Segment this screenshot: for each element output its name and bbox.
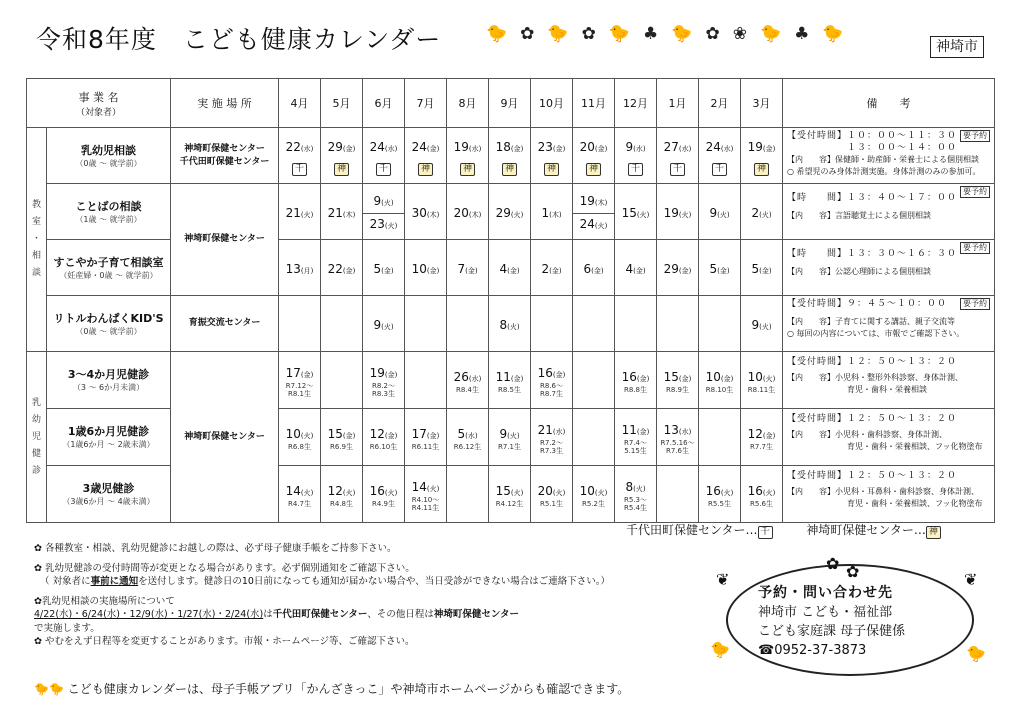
chick-icon: 🐤 — [710, 640, 730, 659]
date-cell: 5(水) R6.12生 — [447, 409, 489, 466]
location-badge: 千 — [712, 163, 727, 176]
chick-icon: 🐤 — [608, 24, 631, 44]
date-cell: 16(火) R5.5生 — [699, 466, 741, 523]
chick-icon: 🐤 — [759, 24, 782, 44]
event-sukoyaka: すこやか子育て相談室 （妊産婦・0歳 ～ 就学前） — [47, 240, 171, 296]
date-cell — [531, 296, 573, 352]
date-cell: 5(金) — [363, 240, 405, 296]
event-k16: 1歳6か月児健診 （1歳6か月 ～ 2歳未満） — [47, 409, 171, 466]
date-cell: 10(火) R8.11生 — [741, 352, 783, 409]
date-cell: 6(金) — [573, 240, 615, 296]
legend — [626, 521, 971, 539]
contact-section: こども家庭課 母子保健係 — [758, 624, 906, 639]
date-cell: 13(月) — [279, 240, 321, 296]
head-event: 事 業 名 （対象者） — [27, 79, 171, 128]
location-badge: 神 — [754, 163, 769, 176]
head-month: 11月 — [573, 79, 615, 128]
date-cell: 30(木) — [405, 184, 447, 240]
head-month: 1月 — [657, 79, 699, 128]
chick-icon: 🐤 — [671, 24, 693, 44]
date-cell: 9(火) — [363, 296, 405, 352]
date-cell: 21(木) — [321, 184, 363, 240]
location-badge: 神 — [460, 163, 475, 176]
date-cell: 10(火) R6.8生 — [279, 409, 321, 466]
category-kenshin: 乳 幼 児 健 診 — [27, 352, 47, 523]
date-cell: 5(金) — [741, 240, 783, 296]
date-cell — [699, 409, 741, 466]
date-cell: 2(火) — [741, 184, 783, 240]
head-place: 実 施 場 所 — [171, 79, 279, 128]
location-badge: 神 — [544, 163, 559, 176]
flower-icon: ❀ — [732, 24, 747, 44]
date-cell: 29(金) 神 — [321, 128, 363, 184]
date-cell: 19(金) R8.2～ R8.3生 — [363, 352, 405, 409]
head-month: 7月 — [405, 79, 447, 128]
date-cell: 22(水) 千 — [279, 128, 321, 184]
location-badge: 神 — [334, 163, 349, 176]
location-badge: 千 — [670, 163, 685, 176]
date-cell: 16(火) R5.6生 — [741, 466, 783, 523]
note-cell: 要予約 【時 間】１３：３０～１６：３０ 【内 容】公認心理師による個別相談 — [783, 240, 995, 296]
date-cell: 15(金) R8.9生 — [657, 352, 699, 409]
chick-icon: 🐤 — [822, 24, 844, 44]
contact-box — [710, 540, 1000, 700]
date-cell — [405, 352, 447, 409]
date-cell: 10(金) — [405, 240, 447, 296]
date-cell: 12(金) R6.10生 — [363, 409, 405, 466]
note-cell: 要予約 【時 間】１３：４０～１７：００ 【内 容】言語聴覚士による個別相談 — [783, 184, 995, 240]
date-cell: 9(火) R7.1生 — [489, 409, 531, 466]
contact-heading: 予約・問い合わせ先 — [758, 585, 893, 601]
date-cell — [657, 296, 699, 352]
date-cell — [321, 352, 363, 409]
note-item: ✿ 各種教室・相談、乳幼児健診にお越しの際は、必ず母子健康手帳をご持参下さい。 — [34, 543, 397, 554]
date-cell: 14(火) R4.10～ R4.11生 — [405, 466, 447, 523]
date-cell: 19(火) — [657, 184, 699, 240]
date-cell: 11(金) R8.5生 — [489, 352, 531, 409]
date-cell: 19(木) 24(火) — [573, 184, 615, 240]
date-cell: 12(火) R4.8生 — [321, 466, 363, 523]
date-cell: 15(金) R6.9生 — [321, 409, 363, 466]
note-item: ✿ 乳幼児健診の受付時間等が変更となる場合があります。必ず個別通知をご確認下さい。 （ 対象者に事前に通知を送付します。健診日の10日前になっても通知が届かない場合や、当日受診ができない場合はご連絡下さい。） — [34, 562, 610, 587]
table-row — [27, 128, 995, 184]
note-cell: 要予約 【受付時間】１０：００～１１：３０ １３：００～１４：００ 【内 容】保健師・助産師・栄養士による個別相談 ○ 希望児のみ身体計測実施。身体計測のみの参加可。 — [783, 128, 995, 184]
date-cell — [615, 296, 657, 352]
date-cell: 27(水) 千 — [657, 128, 699, 184]
date-cell — [447, 466, 489, 523]
date-cell: 29(金) — [657, 240, 699, 296]
date-cell: 10(金) R8.10生 — [699, 352, 741, 409]
reserve-badge: 要予約 — [960, 130, 990, 142]
place-cell: 神埼町保健センター 千代田町保健センター — [171, 128, 279, 184]
location-badge: 千 — [628, 163, 643, 176]
location-badge: 神 — [586, 163, 601, 176]
head-month: 5月 — [321, 79, 363, 128]
date-cell: 26(水) R8.4生 — [447, 352, 489, 409]
flower-icon: ✿ — [705, 24, 720, 44]
date-cell: 5(金) — [699, 240, 741, 296]
flower-icon: ✿ — [826, 554, 840, 573]
date-cell — [573, 296, 615, 352]
date-cell: 9(水) 千 — [615, 128, 657, 184]
date-cell — [279, 296, 321, 352]
date-cell: 16(火) R4.9生 — [363, 466, 405, 523]
contact-dept: 神埼市 こども・福祉部 — [758, 605, 893, 620]
date-cell: 29(火) — [489, 184, 531, 240]
tulip-icon: ♣ — [643, 24, 659, 44]
place-cell: 育振交流センター — [171, 296, 279, 352]
flower-icon: ✿ — [846, 562, 860, 581]
date-cell: 24(水) 千 — [699, 128, 741, 184]
date-cell: 17(金) R6.11生 — [405, 409, 447, 466]
date-cell: 22(金) — [321, 240, 363, 296]
date-cell: 20(木) — [447, 184, 489, 240]
date-cell — [405, 296, 447, 352]
location-badge: 千 — [292, 163, 307, 176]
head-month: 2月 — [699, 79, 741, 128]
flower-icon: ✿ — [520, 24, 535, 44]
date-cell: 19(水) 神 — [447, 128, 489, 184]
head-month: 6月 — [363, 79, 405, 128]
date-cell: 16(金) R8.6～ R8.7生 — [531, 352, 573, 409]
date-cell: 23(金) 神 — [531, 128, 573, 184]
event-kotoba: ことばの相談 （1歳 ～ 就学前） — [47, 184, 171, 240]
date-cell: 15(火) R4.12生 — [489, 466, 531, 523]
date-cell: 4(金) — [615, 240, 657, 296]
leaf-icon: ❦ — [716, 570, 730, 589]
date-cell: 24(水) 千 — [363, 128, 405, 184]
note-cell: 要予約 【受付時間】９：４５～１０：００ 【内 容】子育てに関する講話、親子交流等 ○ 毎回の内容については、市報でご確認下さい。 — [783, 296, 995, 352]
location-badge: 神 — [418, 163, 433, 176]
date-cell: 7(金) — [447, 240, 489, 296]
event-nyuyoji: 乳幼児相談 （0歳 ～ 就学前） — [47, 128, 171, 184]
chick-icon: 🐤 — [547, 24, 569, 44]
legend-kanzaki: 神埼町保健センター… 神 — [806, 523, 941, 537]
footer-note: 🐤🐤 こども健康カレンダーは、母子手帳アプリ「かんざきっこ」や神埼市ホームページからも確認できます。 — [34, 682, 630, 696]
reserve-badge: 要予約 — [960, 298, 990, 310]
date-cell — [699, 296, 741, 352]
chick-icon: 🐤🐤 — [34, 682, 64, 696]
head-month: 10月 — [531, 79, 573, 128]
city-tag: 神埼市 — [930, 36, 984, 58]
place-cell: 神埼町保健センター — [171, 352, 279, 523]
date-cell: 17(金) R7.12～ R8.1生 — [279, 352, 321, 409]
date-cell — [573, 352, 615, 409]
date-cell: 15(火) — [615, 184, 657, 240]
date-cell: 2(金) — [531, 240, 573, 296]
header-row — [27, 79, 995, 128]
page-title: 令和8年度 こども健康カレンダー — [36, 25, 442, 54]
reserve-badge: 要予約 — [960, 186, 990, 198]
chick-icon: 🐤 — [966, 644, 986, 663]
category-kyoshitsu: 教 室 ・ 相 談 — [27, 128, 47, 352]
date-cell: 21(火) — [279, 184, 321, 240]
table-row — [27, 184, 995, 240]
reserve-badge: 要予約 — [960, 242, 990, 254]
date-cell: 16(金) R8.8生 — [615, 352, 657, 409]
date-cell: 14(火) R4.7生 — [279, 466, 321, 523]
date-cell: 8(火) R5.3～ R5.4生 — [615, 466, 657, 523]
date-cell: 19(金) 神 — [741, 128, 783, 184]
table-row — [27, 352, 995, 409]
date-cell: 9(火) — [699, 184, 741, 240]
table-row — [27, 296, 995, 352]
head-month: 3月 — [741, 79, 783, 128]
date-cell: 13(水) R7.5.16～ R7.6生 — [657, 409, 699, 466]
date-cell: 21(水) R7.2～ R7.3生 — [531, 409, 573, 466]
date-cell: 9(火) 23(火) — [363, 184, 405, 240]
legend-chiyoda: 千代田町保健センター… 千 — [626, 523, 773, 537]
head-note: 備 考 — [783, 79, 995, 128]
date-cell: 1(木) — [531, 184, 573, 240]
note-cell: 【受付時間】１２：５０～１３：２０ 【内 容】小児科・耳鼻科・歯科診察、身体計測、 育児・歯科・栄養相談、フッ化物塗布 — [783, 466, 995, 523]
calendar-table — [26, 78, 995, 523]
head-month: 9月 — [489, 79, 531, 128]
flower-icon: ✿ — [581, 24, 596, 44]
date-cell: 20(金) 神 — [573, 128, 615, 184]
date-cell — [573, 409, 615, 466]
head-month: 4月 — [279, 79, 321, 128]
decoration-row — [486, 24, 844, 44]
date-cell: 10(火) R5.2生 — [573, 466, 615, 523]
tulip-icon: ♣ — [794, 24, 810, 44]
event-k3: 3歳児健診 （3歳6か月 ～ 4歳未満） — [47, 466, 171, 523]
date-cell: 8(火) — [489, 296, 531, 352]
note-cell: 【受付時間】１２：５０～１３：２０ 【内 容】小児科・歯科診察、身体計測、 育児・歯科・栄養相談、フッ化物塗布 — [783, 409, 995, 466]
date-cell: 12(金) R7.7生 — [741, 409, 783, 466]
date-cell: 20(火) R5.1生 — [531, 466, 573, 523]
leaf-icon: ❦ — [964, 570, 978, 589]
chick-icon: 🐤 — [486, 24, 508, 44]
notes — [34, 542, 674, 655]
date-cell — [321, 296, 363, 352]
date-cell: 4(金) — [489, 240, 531, 296]
date-cell: 9(火) — [741, 296, 783, 352]
note-cell: 【受付時間】１２：５０～１３：２０ 【内 容】小児科・整形外科診察、身体計測、 育児・歯科・栄養相談 — [783, 352, 995, 409]
contact-phone: ☎0952-37-3873 — [758, 643, 867, 658]
event-k34: 3～4か月児健診 （3 ～ 6か月未満） — [47, 352, 171, 409]
date-cell: 18(金) 神 — [489, 128, 531, 184]
date-cell — [447, 296, 489, 352]
event-little: リトルわんぱくKID'S （0歳 ～ 就学前） — [47, 296, 171, 352]
note-item: ✿乳幼児相談の実施場所について 4/22(水)・6/24(水)・12/9(水)・1/27(水)・2/24(水)は千代田町保健センター、その他日程は神埼町保健センター で実施します。 ✿ やむをえず日程等を変更することがあります。市報・ホームページ等、ご確認下さい。 — [34, 595, 520, 647]
date-cell: 24(金) 神 — [405, 128, 447, 184]
head-month: 12月 — [615, 79, 657, 128]
date-cell — [657, 466, 699, 523]
location-badge: 神 — [502, 163, 517, 176]
location-badge: 千 — [376, 163, 391, 176]
head-month: 8月 — [447, 79, 489, 128]
place-cell: 神埼町保健センター — [171, 184, 279, 296]
date-cell: 11(金) R7.4～ 5.15生 — [615, 409, 657, 466]
